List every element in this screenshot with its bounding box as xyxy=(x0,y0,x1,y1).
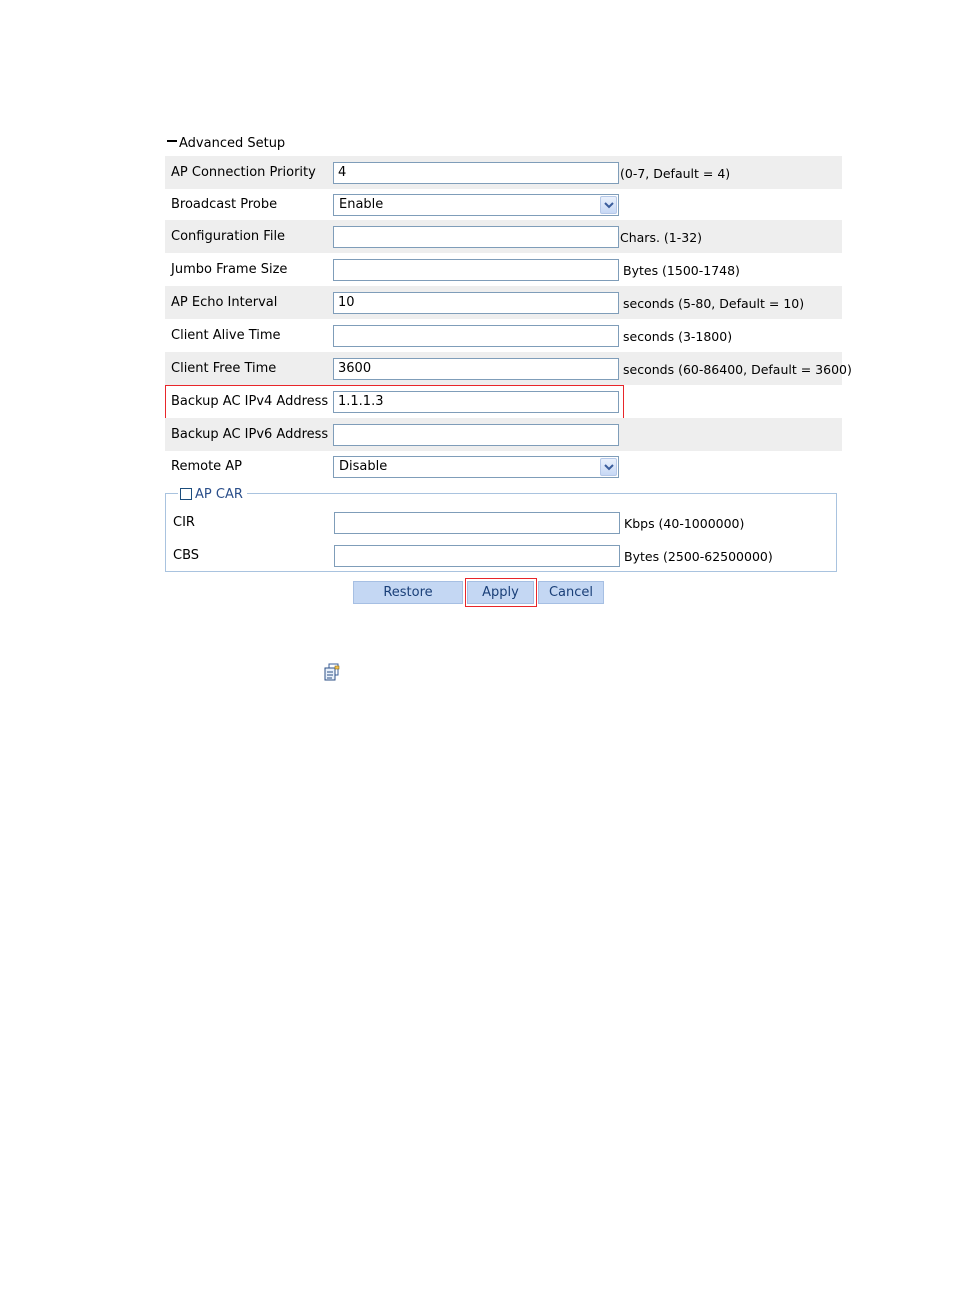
select-value: Enable xyxy=(339,197,384,212)
row-jumbo-frame-size xyxy=(165,253,842,286)
minus-icon[interactable] xyxy=(167,140,177,142)
ipv4-highlight-box xyxy=(165,385,624,419)
row-backup-ac-ipv6-address xyxy=(165,418,842,451)
cbs-input[interactable] xyxy=(334,545,620,567)
backup-ac-ipv6-address-input[interactable] xyxy=(333,424,619,446)
ap-connection-priority-input[interactable]: 4 xyxy=(333,162,619,184)
field-hint: seconds (60-86400, Default = 3600) xyxy=(623,362,852,377)
field-hint: Bytes (1500-1748) xyxy=(623,263,740,278)
client-free-time-input[interactable]: 3600 xyxy=(333,358,619,380)
row-cbs xyxy=(166,539,836,572)
row-client-alive-time xyxy=(165,319,842,352)
field-hint: Chars. (1-32) xyxy=(620,230,703,245)
backup-ac-ipv4-address-input[interactable]: 1.1.1.3 xyxy=(333,391,619,413)
row-remote-ap xyxy=(165,450,842,483)
cir-input[interactable] xyxy=(334,512,620,534)
field-label: Client Free Time xyxy=(171,361,277,376)
document-icon xyxy=(323,663,343,681)
row-cir xyxy=(166,506,836,539)
row-ap-echo-interval xyxy=(165,286,842,319)
chevron-down-icon[interactable] xyxy=(600,458,617,476)
restore-button[interactable]: Restore xyxy=(353,581,463,604)
chevron-down-icon[interactable] xyxy=(600,196,617,214)
field-hint: seconds (5-80, Default = 10) xyxy=(623,296,805,311)
configuration-file-input[interactable] xyxy=(333,226,619,248)
row-ap-connection-priority xyxy=(165,156,842,189)
row-configuration-file xyxy=(165,220,842,253)
field-label: AP Echo Interval xyxy=(171,295,278,310)
field-label: Remote AP xyxy=(171,459,243,474)
field-label: Backup AC IPv4 Address xyxy=(171,394,329,409)
section-title: Advanced Setup xyxy=(179,136,286,151)
cancel-button[interactable]: Cancel xyxy=(538,581,604,604)
ap-car-checkbox[interactable] xyxy=(180,488,192,500)
apply-button[interactable]: Apply xyxy=(467,581,534,604)
field-hint: Kbps (40-1000000) xyxy=(624,516,745,531)
field-hint: seconds (3-1800) xyxy=(623,329,733,344)
field-label: CIR xyxy=(173,515,195,530)
field-label: CBS xyxy=(173,548,200,563)
field-label: Jumbo Frame Size xyxy=(171,262,288,277)
remote-ap-select[interactable] xyxy=(333,456,619,478)
field-hint: Bytes (2500-62500000) xyxy=(624,549,773,564)
select-value: Disable xyxy=(339,459,388,474)
field-label: AP Connection Priority xyxy=(171,165,316,180)
field-label: Configuration File xyxy=(171,229,286,244)
ap-car-label: AP CAR xyxy=(195,487,243,502)
row-broadcast-probe xyxy=(165,188,842,221)
ap-car-legend xyxy=(178,487,247,503)
field-hint: (0-7, Default = 4) xyxy=(620,166,731,181)
section-header[interactable] xyxy=(167,136,285,152)
client-alive-time-input[interactable] xyxy=(333,325,619,347)
broadcast-probe-select[interactable] xyxy=(333,194,619,216)
field-label: Broadcast Probe xyxy=(171,197,278,212)
field-label: Backup AC IPv6 Address xyxy=(171,427,329,442)
field-label: Client Alive Time xyxy=(171,328,281,343)
apply-highlight-box xyxy=(465,578,537,607)
ap-echo-interval-input[interactable]: 10 xyxy=(333,292,619,314)
jumbo-frame-size-input[interactable] xyxy=(333,259,619,281)
row-client-free-time xyxy=(165,352,852,385)
